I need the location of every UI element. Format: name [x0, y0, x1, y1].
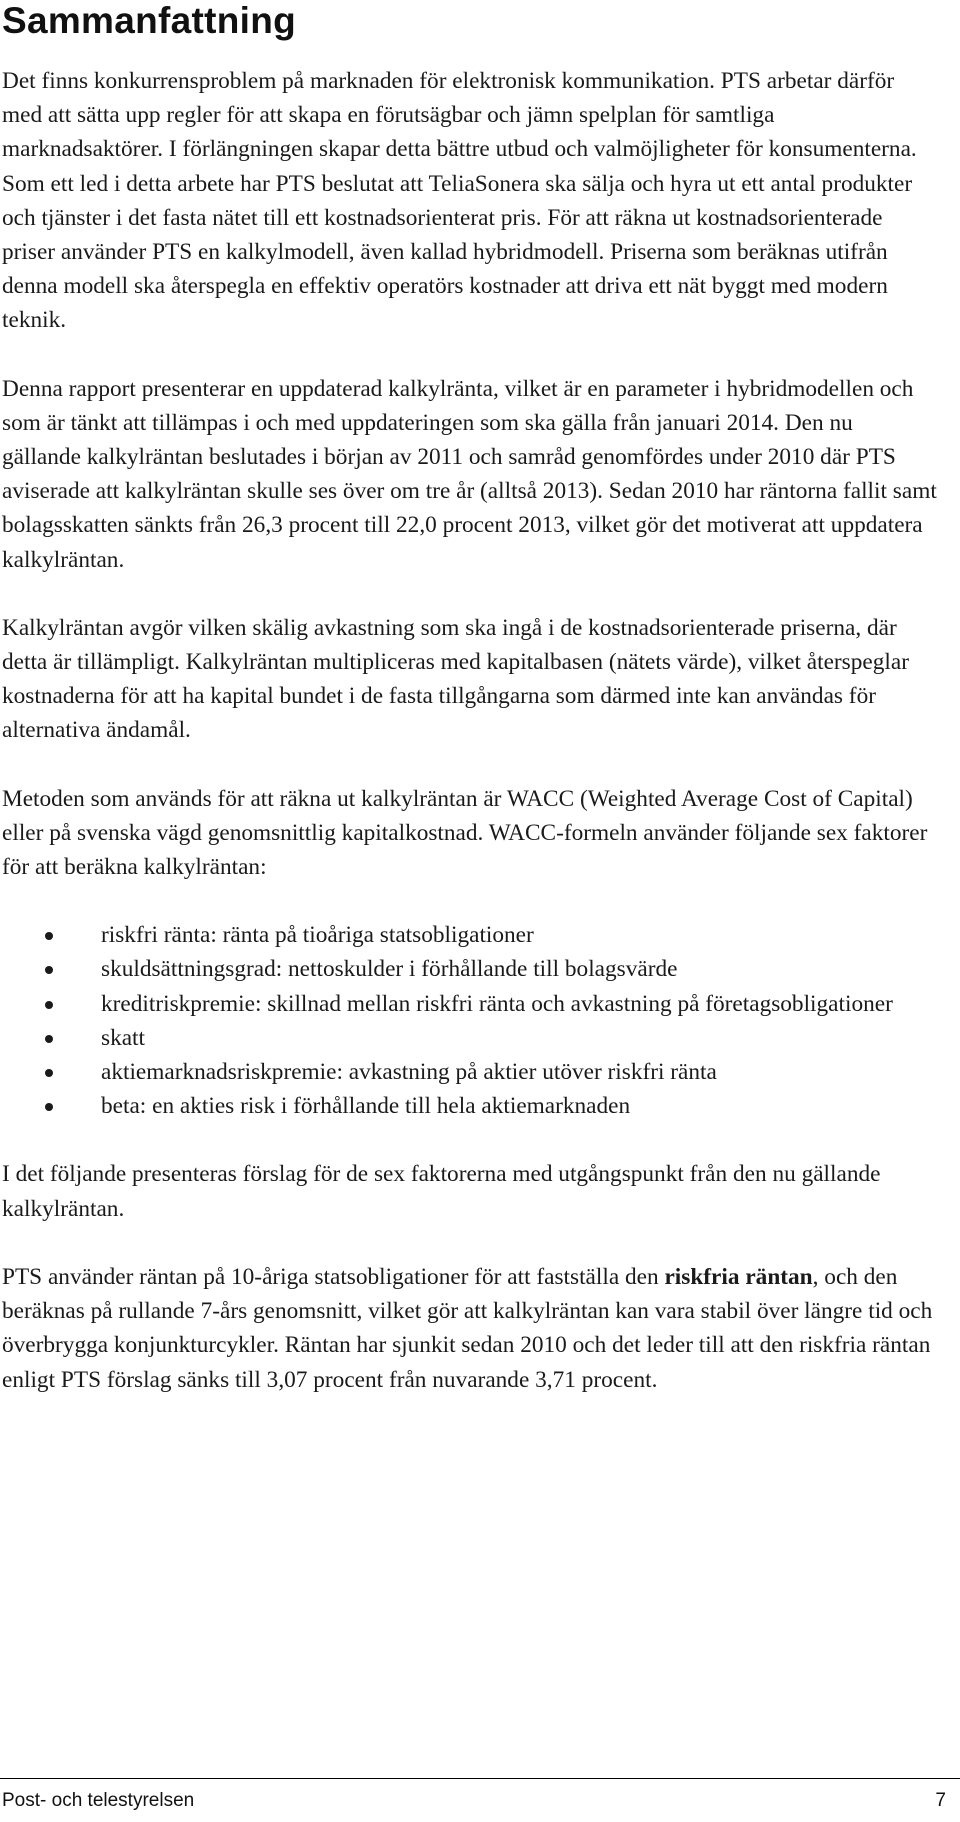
footer-page-number: 7 [935, 1790, 946, 1811]
paragraph-riskfri-ranta [2, 1260, 937, 1397]
footer-divider [0, 1778, 960, 1779]
list-item-text: skuldsättningsgrad: nettoskulder i förhållande till bolagsvärde [101, 956, 678, 983]
list-item-text: aktiemarknadsriskpremie: avkastning på aktier utöver riskfri ränta [101, 1059, 717, 1086]
list-item-text: beta: en akties risk i förhållande till hela aktiemarknaden [101, 1093, 631, 1120]
list-item [101, 1055, 937, 1089]
list-item-text: skatt [101, 1024, 146, 1051]
bullet-icon [45, 1035, 53, 1043]
bullet-icon [45, 1001, 53, 1009]
paragraph-report: Denna rapport presenterar en uppdaterad kalkylränta, vilket är en parameter i hybridmodellen och som är tänkt att tillämpas i och med uppdateringen som ska gälla från januari 2014. Den nu gällande kalkylräntan beslutades i början av 2011 och samråd genomfördes under 2010 där PTS aviserade att kalkylräntan skulle ses över om tre år (alltså 2013). Sedan 2010 har räntorna fallit samt bolagsskatten sänkts från 26,3 procent till 22,0 procent 2013, vilket gör det motiverat att uppdatera kalkylräntan. [2, 375, 937, 573]
bullet-icon [45, 966, 53, 974]
bullet-icon [45, 1069, 53, 1077]
page-title: Sammanfattning [2, 0, 297, 41]
list-item-text: kreditriskpremie: skillnad mellan riskfri ränta och avkastning på företagsobligationer [101, 990, 893, 1017]
paragraph-wacc: Metoden som används för att räkna ut kalkylräntan är WACC (Weighted Average Cost of Capital) eller på svenska vägd genomsnittlig kapitalkostnad. WACC-formeln använder följande sex faktorer för att beräkna kalkylräntan: [2, 785, 928, 881]
paragraph-proposals: I det följande presenteras förslag för de sex faktorerna med utgångspunkt från den nu gällande kalkylräntan. [2, 1161, 881, 1222]
bold-term: riskfria räntan [664, 1263, 813, 1290]
list-item-text: riskfri ränta: ränta på tioåriga statsobligationer [101, 922, 534, 949]
document-body [2, 64, 937, 1431]
wacc-factor-list [2, 918, 937, 1123]
footer-publisher: Post- och telestyrelsen [2, 1790, 195, 1811]
paragraph-text: PTS använder räntan på 10-åriga statsobligationer för att fastställa den [2, 1263, 665, 1290]
paragraph-text: , och den beräknas på rullande 7-års genomsnitt, vilket gör att kalkylräntan kan vara stabil över längre tid och överbrygga konjunkturcykler. Räntan har sjunkit sedan 2010 och det leder till att den riskfria räntan enligt PTS förslag sänks till 3,07 procent från nuvarande 3,71 procent. [2, 1263, 933, 1393]
bullet-icon [45, 1103, 53, 1111]
paragraph-kalkylranta: Kalkylräntan avgör vilken skälig avkastning som ska ingå i de kostnadsorienterade priserna, där detta är tillämpligt. Kalkylräntan multipliceras med kapitalbasen (nätets värde), vilket återspeglar kostnaderna för att ha kapital bundet i de fasta tillgångarna som därmed inte kan användas för alternativa ändamål. [2, 614, 909, 744]
list-item [101, 1021, 937, 1055]
paragraph-intro: Det finns konkurrensproblem på marknaden för elektronisk kommunikation. PTS arbetar därför med att sätta upp regler för att skapa en förutsägbar och jämn spelplan för samtliga marknadsaktörer. I förlängningen skapar detta bättre utbud och valmöjligheter för konsumenterna. Som ett led i detta arbete har PTS beslutat att TeliaSonera ska sälja och hyra ut ett antal produkter och tjänster i det fasta nätet till ett kostnadsorienterat pris. För att räkna ut kostnadsorienterade priser använder PTS en kalkylmodell, även kallad hybridmodell. Priserna som beräknas utifrån denna modell ska återspegla en effektiv operatörs kostnader att driva ett nät byggt med modern teknik. [2, 68, 917, 334]
list-item [101, 952, 937, 986]
bullet-icon [45, 932, 53, 940]
list-item [101, 987, 937, 1021]
list-item [101, 918, 937, 952]
list-item [101, 1089, 937, 1123]
